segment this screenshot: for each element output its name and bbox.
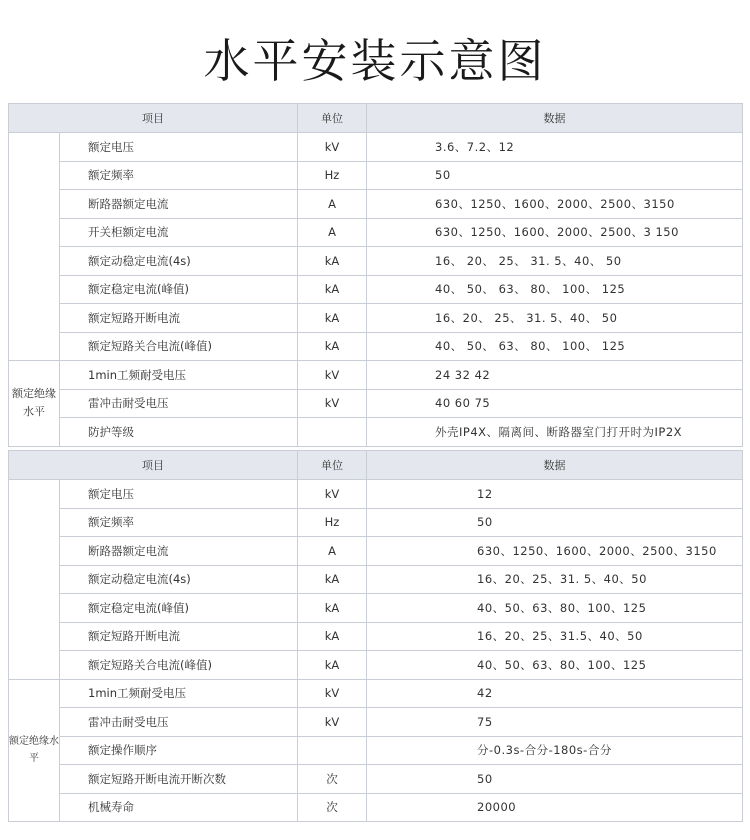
table-row [9, 304, 743, 333]
row-item: 机械寿命 [60, 793, 298, 822]
row-value: 16、20、25、31. 5、40、50 [367, 565, 743, 594]
row-value: 16、 20、 25、 31. 5、40、 50 [367, 247, 743, 276]
row-item: 额定动稳定电流(4s) [60, 247, 298, 276]
header-data: 数据 [367, 451, 743, 480]
row-value: 40、 50、 63、 80、 100、 125 [367, 332, 743, 361]
row-item: 额定短路关合电流(峰值) [60, 332, 298, 361]
table-row [9, 793, 743, 822]
row-value: 12 [367, 480, 743, 509]
table-row [9, 622, 743, 651]
row-unit: Hz [298, 508, 367, 537]
row-unit: A [298, 218, 367, 247]
row-unit: 次 [298, 765, 367, 794]
table-row [9, 736, 743, 765]
table-row [9, 218, 743, 247]
row-value: 16、20、 25、 31. 5、40、 50 [367, 304, 743, 333]
row-unit: kV [298, 679, 367, 708]
table-row [9, 133, 743, 162]
table-row [9, 161, 743, 190]
row-value: 40、50、63、80、100、125 [367, 651, 743, 680]
row-value: 630、1250、1600、2000、2500、3 150 [367, 218, 743, 247]
row-item: 额定稳定电流(峰值) [60, 275, 298, 304]
row-unit: kV [298, 133, 367, 162]
row-unit: kV [298, 708, 367, 737]
table-row [9, 275, 743, 304]
row-item: 开关柜额定电流 [60, 218, 298, 247]
row-item: 额定电压 [60, 133, 298, 162]
row-item: 额定短路开断电流 [60, 622, 298, 651]
row-unit: kA [298, 651, 367, 680]
table-header-row [9, 451, 743, 480]
row-unit [298, 418, 367, 447]
row-item: 额定操作顺序 [60, 736, 298, 765]
table-row [9, 565, 743, 594]
row-unit: kA [298, 332, 367, 361]
row-item: 额定短路开断电流 [60, 304, 298, 333]
table-row [9, 508, 743, 537]
row-unit: kV [298, 480, 367, 509]
row-item: 额定频率 [60, 161, 298, 190]
table-row [9, 480, 743, 509]
row-item: 额定频率 [60, 508, 298, 537]
header-unit: 单位 [298, 104, 367, 133]
header-data: 数据 [367, 104, 743, 133]
table-row [9, 537, 743, 566]
row-unit: A [298, 537, 367, 566]
row-value: 75 [367, 708, 743, 737]
table-header-row [9, 104, 743, 133]
group-cell-top [9, 480, 60, 680]
row-item: 防护等级 [60, 418, 298, 447]
row-value: 40、 50、 63、 80、 100、 125 [367, 275, 743, 304]
row-item: 雷冲击耐受电压 [60, 708, 298, 737]
table-row [9, 651, 743, 680]
table-row [9, 594, 743, 623]
table-row [9, 361, 743, 390]
row-value: 20000 [367, 793, 743, 822]
table-row [9, 332, 743, 361]
header-item: 项目 [9, 451, 298, 480]
row-value: 630、1250、1600、2000、2500、3150 [367, 537, 743, 566]
row-unit [298, 736, 367, 765]
row-item: 1min工频耐受电压 [60, 361, 298, 390]
group-label: 额定绝缘水平 [9, 679, 60, 822]
row-unit: kA [298, 565, 367, 594]
row-item: 额定短路开断电流开断次数 [60, 765, 298, 794]
row-value: 16、20、25、31.5、40、50 [367, 622, 743, 651]
row-item: 雷冲击耐受电压 [60, 389, 298, 418]
row-unit: 次 [298, 793, 367, 822]
row-item: 额定电压 [60, 480, 298, 509]
row-item: 断路器额定电流 [60, 537, 298, 566]
row-value: 50 [367, 508, 743, 537]
row-unit: kA [298, 275, 367, 304]
row-value: 40 60 75 [367, 389, 743, 418]
header-unit: 单位 [298, 451, 367, 480]
row-item: 1min工频耐受电压 [60, 679, 298, 708]
row-unit: A [298, 190, 367, 219]
row-unit: kA [298, 594, 367, 623]
table-row [9, 765, 743, 794]
row-unit: kA [298, 304, 367, 333]
spec-table-2 [8, 450, 743, 822]
row-unit: kV [298, 389, 367, 418]
row-value: 40、50、63、80、100、125 [367, 594, 743, 623]
row-value: 分-0.3s-合分-180s-合分 [367, 736, 743, 765]
table-row [9, 708, 743, 737]
page-title: 水平安装示意图 [203, 34, 547, 88]
row-unit: kV [298, 361, 367, 390]
table-row [9, 190, 743, 219]
row-item: 断路器额定电流 [60, 190, 298, 219]
row-unit: kA [298, 247, 367, 276]
row-value: 50 [367, 161, 743, 190]
row-unit: Hz [298, 161, 367, 190]
spec-table-1 [8, 103, 743, 447]
header-item: 项目 [9, 104, 298, 133]
row-item: 额定稳定电流(峰值) [60, 594, 298, 623]
row-value: 630、1250、1600、2000、2500、3150 [367, 190, 743, 219]
row-value: 3.6、7.2、12 [367, 133, 743, 162]
table-row [9, 389, 743, 418]
row-value: 42 [367, 679, 743, 708]
table-row [9, 247, 743, 276]
table-row [9, 679, 743, 708]
row-item: 额定动稳定电流(4s) [60, 565, 298, 594]
group-cell-top [9, 133, 60, 361]
group-label: 额定绝缘水平 [9, 361, 60, 447]
row-unit: kA [298, 622, 367, 651]
row-item: 额定短路关合电流(峰值) [60, 651, 298, 680]
row-value: 外壳IP4X、隔离间、断路器室门打开时为IP2X [367, 418, 743, 447]
row-value: 50 [367, 765, 743, 794]
row-value: 24 32 42 [367, 361, 743, 390]
table-row [9, 418, 743, 447]
